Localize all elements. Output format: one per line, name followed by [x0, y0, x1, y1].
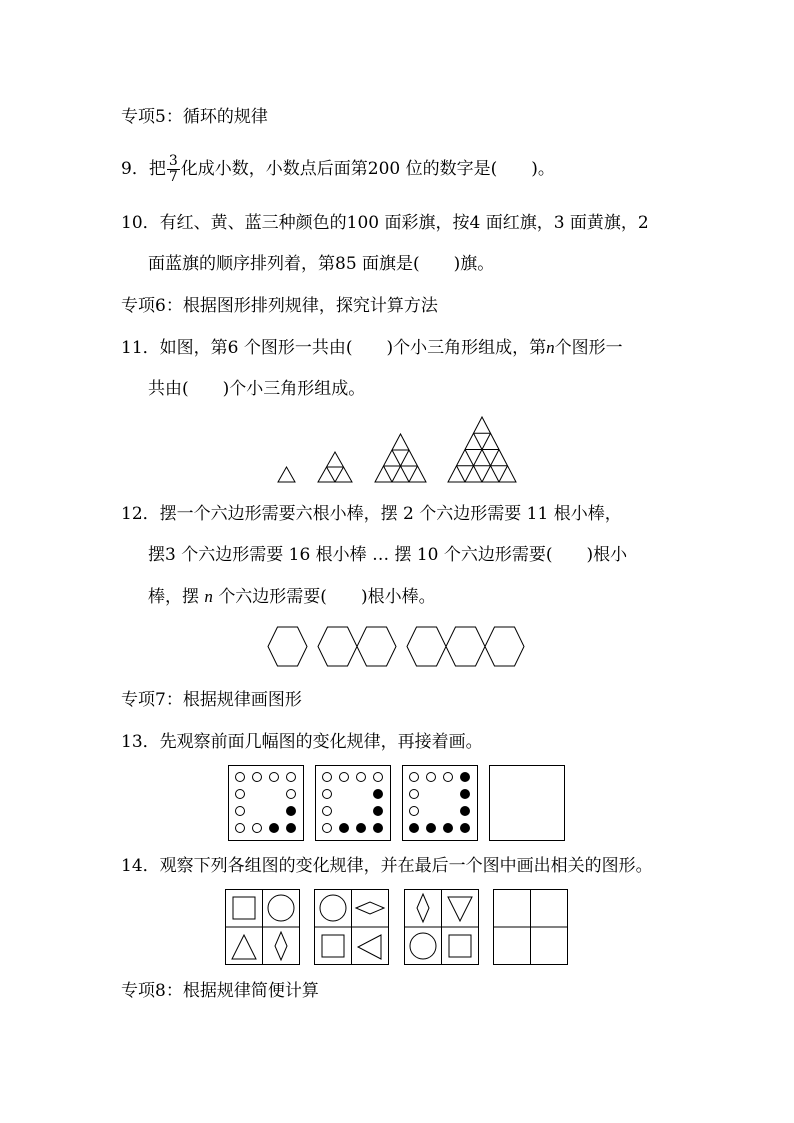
q9-post: 化成小数，小数点后面第200 位的数字是( )。: [180, 159, 555, 179]
shape-grid-answer[interactable]: [494, 890, 568, 965]
q9-pre: 把: [148, 159, 166, 179]
hexagon-group-3: [407, 627, 524, 666]
question-12-line-1: 12．摆一个六边形需要六根小棒，摆 2 个六边形需要 11 根小棒，: [121, 504, 622, 524]
question-14: 14．观察下列各组图的变化规律，并在最后一个图中画出相关的图形。: [121, 856, 653, 876]
triangle-figure-4: [448, 417, 516, 482]
q11-text-a: 11．如图，第6 个图形一共由( )个小三角形组成，第: [121, 338, 547, 358]
question-9: [121, 150, 555, 188]
diamond-shape: [356, 902, 384, 914]
triangle-figure-2: [318, 452, 352, 482]
question-11-line-2: 共由( )个小三角形组成。: [148, 379, 366, 399]
dot-box-3: [403, 766, 478, 841]
dot-pattern-figures: [228, 765, 568, 842]
diamond-shape: [417, 894, 429, 922]
q12-variable-n: n: [204, 587, 213, 606]
hexagon-figures: [266, 624, 528, 670]
triangle-shape: [448, 897, 472, 921]
square-shape: [322, 935, 344, 957]
q9-number: 9．: [121, 159, 149, 179]
q12-text-a: 棒，摆: [148, 587, 199, 607]
circle-shape: [268, 895, 294, 921]
shape-grid-figures: [225, 889, 570, 967]
triangle-figure-3: [375, 434, 426, 482]
q11-variable-n: n: [546, 338, 555, 357]
dot-box-2: [316, 766, 391, 841]
question-12-line-2: 摆3 个六边形需要 16 根小棒 … 摆 10 个六边形需要( )根小: [148, 545, 628, 565]
q12-text-b: 个六边形需要( )根小棒。: [218, 587, 436, 607]
q9-fraction-numerator: 3: [168, 153, 178, 169]
q9-fraction-denominator: 7: [168, 169, 178, 185]
square-shape: [233, 897, 255, 919]
dot-box-answer[interactable]: [490, 766, 565, 841]
triangle-figures: [270, 412, 530, 487]
shape-grid-2: [315, 890, 389, 965]
dot-box-1: [229, 766, 304, 841]
circle-shape: [410, 933, 436, 959]
section-8-heading: 专项8：根据规律简便计算: [121, 981, 319, 1001]
question-10-line-2: 面蓝旗的顺序排列着，第85 面旗是( )旗。: [148, 254, 495, 274]
section-5-heading: 专项5：循环的规律: [121, 107, 268, 127]
triangle-figure-1: [278, 467, 295, 482]
question-12-line-3: [148, 586, 436, 608]
square-shape: [449, 935, 471, 957]
diamond-shape: [275, 932, 287, 960]
shape-grid-3: [405, 890, 479, 965]
triangle-shape: [358, 935, 381, 959]
triangle-shape: [232, 935, 256, 959]
question-13: 13．先观察前面几幅图的变化规律，再接着画。: [121, 732, 483, 752]
hexagon-group-2: [318, 627, 396, 666]
section-7-heading: 专项7：根据规律画图形: [121, 690, 302, 710]
q9-fraction: [167, 154, 180, 185]
hexagon-group-1: [268, 627, 307, 666]
question-10-line-1: 10．有红、黄、蓝三种颜色的100 面彩旗，按4 面红旗，3 面黄旗，2: [121, 213, 649, 233]
question-11-line-1: [121, 337, 623, 359]
section-6-heading: 专项6：根据图形排列规律，探究计算方法: [121, 296, 438, 316]
q11-text-b: 个图形一: [554, 338, 623, 358]
shape-grid-1: [226, 890, 300, 965]
circle-shape: [320, 895, 346, 921]
